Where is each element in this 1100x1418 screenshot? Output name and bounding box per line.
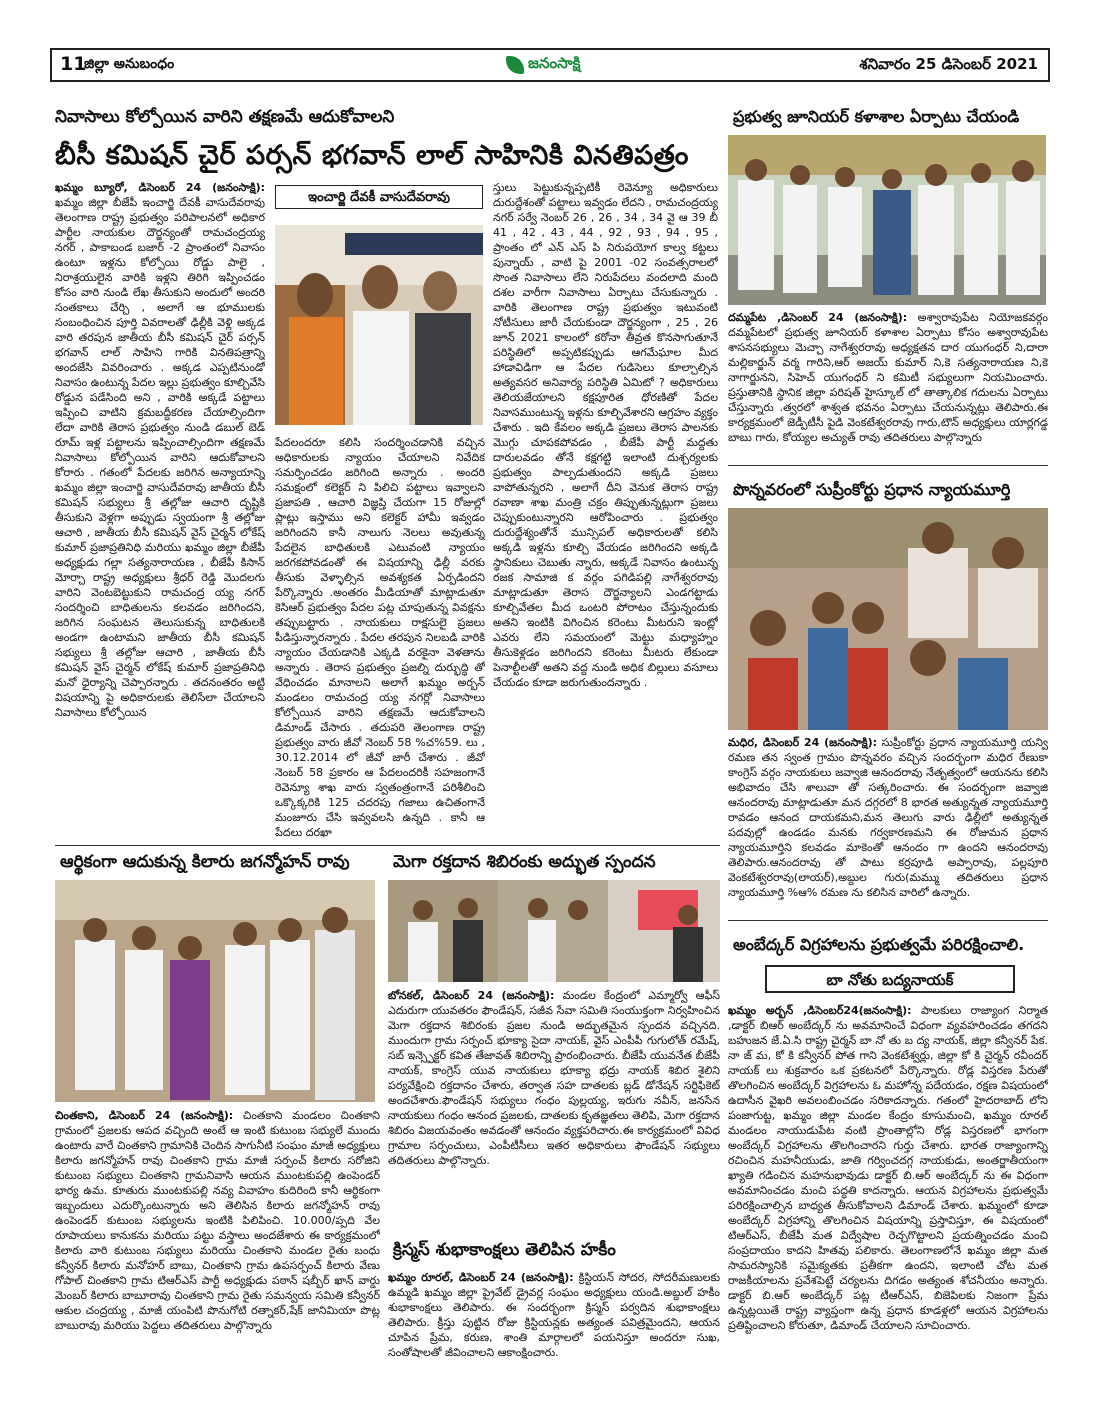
chief-justice-story	[728, 735, 1048, 915]
lead-kicker: నివాసాలు కోల్పోయిన వారిని తక్షణమే ఆదుకోవాలని	[55, 107, 395, 127]
ambedkar-name-box: బా నోతు బద్యనాయక్	[765, 965, 1015, 993]
lead-photo-caption-box: ఇంచార్జి దేవకీ వాసుదేవరావు	[275, 185, 483, 209]
photo-officials-image	[275, 225, 483, 425]
lead-column-3: స్తులు పెట్టుకున్నప్పటికీ రెవెన్యూ అధికారులు దురుద్దేశంతో పట్టాలు ఇవ్వడం లేదని , రామచంద్రయ్య నగర్ సర్వే నెంబర్ 26 , 26 , 34 , 34 వై ఆ 39 బీ 41 , 42 , 43 , 44 , 92 , 93 , 94 , 95 , ప్రాంతం లో ఎన్ ఎస్ పి నిరుపయోగ కాల్వ కట్టలు పున్నాయ్ , వాటి పై 2001 -02 సంవత్సరాలలో సొంత నివాసాలు లేని నిరుపేదలు వందలాది మంది దశల వారీగా నివాసాలు ఏర్పాటు చేసుకున్నారు . వారికి తెలంగాణ రాష్ట్ర ప్రభుత్వం ఇటువంటి నోటీసులు జారీ చేయకుండా దౌర్జన్యంగా , 25 , 26 జూన్ 2021 కాలంలో కరోనా తీవ్రత కొనసాగుతూనే పరిస్థితిలో అప్పటికప్పుడు ఆగమేఘాల మీద హాడావిడిగా ఆ పేదల గుడిసెలు కూల్చాల్సిన అత్యవసర అనివార్య పరిస్థితి ఏమిటో ? అధికారులు తెలియజేయాలని కక్షపూరిత ధోరణితో పేదల నివాసముంటున్న ఇళ్లను కూల్చివేశారని ఆగ్రహం వ్యక్తం చేశారు . ఇది కేవలం అక్కడి ప్రజలు తెరాస పాలనకు మొగ్గు చూపకపోవడం , బీజేపీ పార్టీ మద్దతు దారులవడం తోనే కక్షగట్టి ఇలాంటి దుశ్చర్యలకు ప్రభుత్వం పాల్పడుతుందని అక్కడి ప్రజలు వాపోతున్నరని , అలాగే దీని వెనుక తెరాస రాష్ట్ర రవాణా శాఖ మంత్రి చక్రం తిప్పుతున్నట్లుగా ప్రజలు చెప్పుకుంటున్నారని ఆరోపించారు . ప్రభుత్వం దురుద్దేశ్యంతోనే మున్సిపల్ అధికారులతో కలిసి అక్కడి ఇళ్లను కూల్చి వేయడం జరిగిందని అక్కడి స్థానికులు చెబుతు న్నారు, అక్కడే నివాసం ఉంటున్న రజక సామాజి క వర్గం పగిడిపల్లి నాగేశ్వరరావు మాట్లాడుతూ తెరాస దౌర్జన్యాలని ఎండగట్టాడు కూల్చివేతల మీద ఒంటరి పోరాటం చేస్తున్నందుకు అతని ఇంటికి విగించిన కరెంటు మీటరుని ఇంట్లో ఎవరు లేని సమయంలో మెట్టు మధ్యాహ్నం తీసుకెళ్లడం జరిగిందని కరెంటు మీటరు లేకుండా పెనాల్టీలతో అతని వద్ద నుండి అధిక బిల్లులు వసూలు చేయడం కూడా జరుగుతుందన్నారు .	[493, 181, 718, 689]
blood-camp-headline: మెగా రక్తదాన శిబిరంకు అద్భుత స్పందన	[393, 852, 656, 872]
leaf-icon	[506, 56, 524, 74]
kiloru-story	[55, 1108, 380, 1413]
kiloru-headline: ఆర్థికంగా ఆదుకున్న కిలారు జగన్మోహన్ రావు	[60, 852, 350, 872]
college-dateline: దమ్మపేట ,డిసెంబర్ 24 (జనంసాక్షి):	[728, 311, 908, 324]
christmas-body: క్రిస్టియన్ సోదర, సోదరీమణులకు ఉమ్మడి ఖమ్మం జిల్లా ప్రైవేట్ డ్రైవర్ల సంఘం అధ్యక్షులు యండి.అబ్దుల్ హకీం శుభాకాంక్షలు తెలిపారు. ఈ సందర్భంగా క్రిస్మస్ పర్వదిన శుభాకాంక్షలు తెలిపారు. క్రీస్తు పుట్టిన రోజు క్రిస్టియన్లకు అత్యంత పవిత్రమైందని, ఆయన చూపిన ప్రేమ, కరుణ, శాంతి మార్గాలలో పయనిస్తూ అందరూ సుఖ, సంతోషాలతో జీవించాలని ఆకాంక్షించారు.	[388, 1271, 720, 1359]
blood-camp-story	[388, 988, 720, 1228]
chief-justice-body: సుప్రీంకోర్టు ప్రధాన న్యాయమూర్తి యన్వి రమణ తన స్వంత గ్రామం పొన్నవరం వచ్చిన సందర్భంగా మధిర రేణుకా కాంగ్రెస్ వర్గం నాయకులు జవ్వాజి ఆనందరావు నేతృత్వంలో ఆయనను కలిసి అభివాదం చేసి శాలువా తో సత్కరించారు. ఈ సందర్భంగా జవ్వాజి ఆనందరావు మాట్లాడుతూ మన దగ్గరలో 8 భారత అత్యున్నత న్యాయమూర్తి రావడం ఆనంద దాయకమని,మన తెలుగు వారు ఢిల్లీలో అత్యున్నత పదవుల్లో ఉండడం మనకు గర్వకారణమని ఈ రోజుమన ప్రధాన న్యాయమూర్తిని కలవడం మాకెంతో ఆనందం గా ఉందని ఆనందరావు తెలిపారు.ఆనందరావు తో పాటు కర్రపూడి అప్పారావు, పల్లపూరి వెంకటేశ్వరరావు(లాయర్),అబ్దుల గురు(మమ్ము తదితరులు ప్రధాన న్యాయమూర్తి %ఆ% రమణ ను కలిసిన వారిలో ఉన్నారు.	[728, 736, 1048, 899]
logo-text: జనంసాక్షి	[528, 54, 581, 72]
college-body: అశ్వారావుపేట నియోజకవర్గం దమ్మపేటలో ప్రభుత్వ జూనియర్ కళాశాల ఏర్పాటు కోసం అశ్వారావుపేట శాసనసభ్యులు మెచ్చా నాగేశ్వరరావు అధ్యక్షతన దార యుగంధర్ ని,దారా మల్లికార్జున్ వర్మ గారిని,ఆర్ అజయ్ కుమార్ ని,కె సత్యనారాయణ ని,కె నాగార్జునని, సిహెచ్ యుగంధర్ ని కమిటీ సభ్యులుగా నియమించారు. ప్రస్తుతానికి స్థానిక జిల్లా పరిషత్ హైస్కూల్ లో తాత్కాలిక గదులను ఏర్పాటు చేస్తున్నారు .త్వరలో శాశ్వత భవనం ఏర్పాటు చేయనున్నట్లు తెలిపారు.ఈ కార్యక్రమంలో జెడ్పీటీసీ పైడి వెంకటేశ్వరరావు గారు,టౌన్ అధ్యక్షులు యార్లగడ్డ బాబు గారు, కోయ్యల అచ్యుత్ రావు తదితరులు పాల్గొన్నారు	[728, 311, 1048, 444]
lead-dateline: ఖమ్మం బ్యూరో, డిసెంబర్ 24 (జనంసాక్షి):	[55, 181, 265, 194]
blood-camp-photo	[388, 880, 720, 982]
college-story	[728, 310, 1048, 460]
page-number: 11	[60, 53, 87, 75]
college-headline: ప్రభుత్వ జూనియర్ కళాశాల ఏర్పాటు చేయండి	[733, 107, 1020, 126]
newspaper-logo	[500, 52, 610, 78]
photo-crowd-image	[728, 508, 1048, 730]
divider	[55, 845, 720, 846]
college-photo	[728, 135, 1046, 305]
christmas-dateline: ఖమ్మం రూరల్, డిసెంబర్ 24 (జనంసాక్షి):	[388, 1271, 574, 1284]
lead-column-2: పేదలందరూ కలిసి సందర్శించడానికి వచ్చిన అధికారులకు న్యాయం చేయాలని నివేదిక సమర్పించడం జరిగింది అన్నారు . అందరి సమక్షంలో కలెక్టర్ ని పిలిచి పట్టాలు ఇవ్వాలని ప్రజాపతి , ఆచారి విజ్ఞప్తి చేయగా 15 రోజుల్లో ప్లాట్లు ఇస్తాము అని కలెక్టర్ హామీ ఇవ్వడం జరిగిందని కానీ నాలుగు నెలలు అవుతున్న పేదలైన బాధితులకి ఎటువంటి న్యాయం జరగకపోవడంతో ఈ విషయాన్ని ఢిల్లీ వరకు తీసుకు వెళ్ళాల్సిన అవశ్యకత ఏర్పడిందని పేర్కొన్నారు .అంతరం మీడియాతో మాట్లాడుతూ కెసిఆర్ ప్రభుత్వం పేదల పట్ల చూపుతున్న వివక్షను తప్పుబట్టారు . నాయకులు రాక్షసులై ప్రజలు పీడిస్తున్నారన్నారు . పేదల తరపున నిలబడి వారికి న్యాయం చేయడానికి ఎక్కడి వరకైనా వెళతాను అన్నారు . తెరాస ప్రభుత్వం ప్రజల్ని దుర్భుద్ధి తో వేధించడం మానాలని అలాగే ఖమ్మం అర్బన్ మండలం రామచంద్ర య్య నగర్లో నివాసాలు కోల్పోయిన వారిని తక్షణమే ఆదుకోవాలని డిమాండ్ చేసారు . తదుపరి తెలంగాణ రాష్ట్ర ప్రభుత్వం వారు జీవో నెంబర్ 58 %చ%59. లు , 30.12.2014 లో జీవో జారీ చేశారు . జీవో నెంబర్ 58 ప్రకారం ఆ పేదలందరికీ సహజంగానే రెవెన్యూ శాఖ వారు స్వతంత్రంగానే పరిశీలించి ఒక్కొక్కరికి 125 చదరపు గజాలు ఉచితంగానే మంజూరు చేసి ఇవ్వవలసి ఉన్నది . కానీ ఆ పేదలు దరఖా	[275, 436, 485, 839]
chief-justice-dateline: మధిర, డిసెంబర్ 24 (జనంసాక్షి):	[728, 736, 877, 749]
kiloru-body: చింతకాని మండలం చింతకాని గ్రామంలో ప్రజలకు ఆపద వచ్చింది అంటే ఆ ఇంటి కుటుంబ సభ్యులే ముందు ఉంటారు వారే చింతకాని గ్రామానికి చెందిన సాగునీటి సంఘం మాజీ అధ్యక్షులు కిలారు జగన్మోహన్ రావు చింతకాని గ్రామ మాజీ సర్పంచ్ కిలారు సరోజిని కుటుంబ సభ్యులు చింతకాని గ్రామనివాసి ఆయన ముంటకుపల్లి ఉంపెండర్ భార్య ఉమ. కూతురు ముంటకుపల్లి నవ్య వివాహం కుదిరింది కానీ ఆర్థికంగా ఇబ్బందులు ఎదుర్కొంటున్నారు అని తెలిసిన కిలారు జగన్మోహన్ రావు ఉంపెండర్ కుటుంబ సభ్యులను ఇంటికి పిలిపించి. 10.000/ప్పది వేల రూపాయలు కానుకను మరియు పట్టు వస్త్రాలు అందజేశారు ఈ కార్యక్రమంలో కిలారు వారి కుటుంబ సభ్యులు మరియు చింతకాని మండల రైతు బంధు కన్వీనర్ కిలారు మనోహర్ బాబు, చింతకాని గ్రామ ఉపసర్పంచ్ కిలారు వేణు గోపాల్ చింతకాని గ్రామ టిఆర్ఎస్ పార్టీ అధ్యక్షుడు పఠాన్ షబ్బీర్ ఖాన్ వార్డు మెంబర్ కిలారు బాబూరావు చింతకాని గ్రామ రైతు సమన్వయ సమితి కన్వీనర్ ఆకుల చంద్రయ్య , మాజీ యంపిటి పొనుగోటి రత్నాకర్,షేక్ జానిమియా పొట్ల బాబురావు మరియు పెద్దలు తదితరులు పాల్గొన్నారు	[55, 1109, 380, 1332]
photo-family-handover-image	[55, 880, 375, 1102]
lead-body-1: ఖమ్మం జిల్లా బీజేపీ ఇంచార్జి దేవకీ వాసుదేవరావు తెలంగాణ రాష్ట్ర ప్రభుత్వం పరిపాలనలో అధికార పార్టీల నాయకుల దౌర్జన్యంతో రామచంద్రయ్య నగర్ , పాకాబండ బజార్ -2 ప్రాంతంలో నివాసం ఉంటూ ఇళ్లను కోల్పోయి రోడ్డు పాలై , నిరాశ్రయులైన వారికి ఇళ్లని తిరిగి ఇప్పించడం కోసం వారి నుండి లేఖ తీసుకుని అందులో అందరి సంతకాలు చేర్చి , అలాగే ఆ భూములకు సంబంధించిన పూర్తి వివరాలతో ఢిల్లీకి వెళ్లి అక్కడ వారి తరపున జాతీయ బీసీ కమిషన్ చైర్ పర్సన్ భగవాన్ లాల్ సాహిని గారికి వినతిపత్రాన్ని అందజేసి వివరించారు . అక్కడ ఎప్పటినుండో నివాసం ఉంటున్న పేదల ఇల్లు ప్రభుత్వం కూల్చివేసి రోడ్డున పడేసింది అని , వారికి అక్కడే పట్టాలు ఇప్పించి వాటిని క్రమబద్దీకరణ చేయాల్సిందిగా లేదా వారికి తెరాస ప్రభుత్వం నుండి డబుల్ బెడ్ రూమ్ ఇళ్ల పట్టాలను ఇప్పించాల్సిందిగా తక్షణమే నివాసాలు కోల్పోయిన వారిని ఆదుకోవాలని కోరారు . గతంలో పేదలకు జరిగిన అన్యాయాన్ని ఖమ్మం జిల్లా ఇంచార్జి వాసుదేవరావు జాతీయ బీసీ కమిషన్ సభ్యులు శ్రీ తల్లోజు ఆచారి దృష్టికి తీసుకుని వెళ్లగా అప్పుడు స్వయంగా శ్రీ తల్లోజు ఆచారి , జాతీయ బీసీ కమిషన్ వైస్ చైర్మన్ లోకేష్ కుమార్ ప్రజాప్రతినిధి మరియు ఖమ్మం జిల్లా బీజేపీ అధ్యక్షుడు గల్లా సత్యనారాయణ , బీజేపీ కిసాన్ మోర్చా రాష్ట్ర అధ్యక్షులు శ్రీధర్ రెడ్డి మొదలగు వారిని వెంటబెట్టుకుని రామచంద్ర య్య నగర్ సందర్శించి బాధితులను కలవడం జరిగిందని, జరిగిన సంఘటన తెలుసుకున్న బాధితులకి అండగా ఉంటామని జాతీయ బీసీ కమిషన్ సభ్యులు శ్రీ తల్లోజు ఆచారి , జాతీయ బీసీ కమిషన్ వైస్ చైర్మన్ లోకేష్ కుమార్ ప్రజాప్రతినిధి మనో ధైర్యాన్ని చెప్పారన్నారు . తదనంతరం అట్టి విషయాన్ని పై అధికారులకు తెలిసేలా చేయాలని నివాసాలు కోల్పోయిన	[55, 196, 265, 719]
section-name: జిల్లా అనుబంధం	[84, 56, 175, 72]
chief-justice-headline: పొన్నవరంలో సుప్రీంకోర్టు ప్రధాన న్యాయమూర్తి	[733, 480, 1011, 499]
divider	[728, 920, 1048, 921]
christmas-story	[388, 1270, 720, 1405]
christmas-headline: క్రిస్మస్ శుభాకాంక్షలు తెలిపిన హకీం	[393, 1240, 616, 1260]
issue-date: శనివారం 25 డిసెంబర్ 2021	[859, 55, 1038, 73]
blood-camp-body: మండల కేంద్రంలో ఎమ్మార్వో ఆఫీస్ ఎదురుగా యువతరం ఫౌండేషన్, సజీవ సేవా సమితి సంయుక్తంగా నిర్వహించిన మెగా రక్తదాన శిబిరంకు ప్రజల నుండి అద్భుతమైన స్పందన వచ్చినది. ముందుగా గ్రామ సర్పంచ్ భూక్యా సైదా నాయక్, వైస్ ఎంపీపీ గుగులోత్ రమేష్, సబ్ ఇన్స్పెక్టర్ కవిత తేజావత్ శిబిరాన్ని ప్రారంభించారు. బీజేపీ యువనేత బీజేపీ నాయక్, కాంగ్రెస్ యువ నాయకులు భూక్యా భద్రు నాయక్ శిబిర శైలిని పర్యవేక్షించి రక్తదానం చేశారు, తర్వాత సహ దాతలకు బ్లడ్ డోనేషన్ సర్టిఫికెట్ అందచేశారు.ఫౌండేషన్ సభ్యులు గంధం పుల్లయ్య, ఇరుగు నవీన్, జనసేన నాయకులు గంధం ఆనంద ప్రజలకు, దాతలకు కృతజ్ఞతలు తెలిపి, మెగా రక్తదాన శిబిరం విజయవంతం అవడంతో ఆనందం వ్యక్తపరిచారు.ఈ కార్యక్రమంలో వివిధ గ్రామాల సర్పంచులు, ఎంపీటీసీలు ఇతర అధికారులు ఫౌండేషన్ సభ్యులు తదితరులు పాల్గొన్నారు.	[388, 989, 720, 1167]
lead-photo	[275, 225, 483, 425]
blood-camp-dateline: బోనకల్, డిసెంబర్ 24 (జనంసాక్షి):	[388, 989, 555, 1002]
lead-column-1	[55, 180, 265, 840]
masthead	[50, 48, 1050, 82]
kiloru-photo	[55, 880, 375, 1102]
ambedkar-headline: అంబేద్కర్ విగ్రహాలను ప్రభుత్వమే పరిరక్షించాలి.	[733, 935, 1025, 954]
ambedkar-story	[728, 1003, 1048, 1413]
photo-college-meeting-image	[728, 135, 1046, 305]
ambedkar-dateline: ఖమ్మం అర్బన్ ,డిసెంబర్24(జనంసాక్షి):	[728, 1004, 912, 1017]
lead-headline: బీసీ కమిషన్ చైర్ పర్సన్ భగవాన్ లాల్ సాహినికి వినతిపత్రం	[55, 140, 689, 171]
photo-blood-donation-image	[388, 880, 720, 982]
kiloru-dateline: చింతకాని, డిసెంబర్ 24 (జనంసాక్షి):	[55, 1109, 234, 1122]
ambedkar-body: పాలకులు రాజ్యాంగ నిర్మాత ,డాక్టర్ బిఆర్ అంబేద్కర్ ను అవమానించే విధంగా వ్యవహరించడం తగదని బహుజన జే.ఏ.సి రాష్ట్ర చైర్మన్ బా నో తు బ ద్య నాయక్, జిల్లా కన్వీనర్ పేక. నా జ్ మ, కో కి కన్వీనర్ పోత గాని వెంకటేశ్వర్లు, జిల్లా కో కి చైర్మన్ రవీందర్ నాయక్ లు శుక్రవారం ఒక ప్రకటనలో పేర్కొన్నారు. రోడ్ల విస్తరణ పేరుతో తొలగించిన అంబేద్కర్ విగ్రహాలను ఓ మహోన్న పదేయడం, రక్షణ విషయంలో ఉదాసీన వైఖరి అవలంబించడం సరికాదన్నారు. గతంలో హైదరాబాద్ లోని పంజాగుట్ట, ఖమ్మం జిల్లా మండల కేంద్రం కూసుమంచి, ఖమ్మం రూరల్ మండలం నాయుడుపేట వంటి ప్రాంతాల్లోని రోడ్ల విస్తరణలో భాగంగా అంబేద్కర్ విగ్రహాలను తొలగించారని గుర్తు చేశారు. భారత రాజ్యాంగాన్ని రచించిన మహనీయుడు, జాతి గర్వించదగ్గ నాయకుడు, అంతర్జాతీయంగా ఖ్యాతి గడించిన మహనుభావుడు డాక్టర్ బి.ఆర్ అంబేద్కర్ ను ఈ విధంగా అవమానించడం మంచి పద్ధతి కాదన్నారు. ఆయన విగ్రహాలను ప్రభుత్వమే పరిరక్షించాల్సిన బాధ్యత తీసుకోవాలని డిమాండ్ చేశారు. ఖమ్మంలో కూడా అంబేద్కర్ విగ్రహాన్ని తొలగించిన విషయాన్ని ప్రస్తావిస్తూ, ఈ విషయంలో టిఆర్ఎస్, బీజేపీ మత విద్వేషాల రెచ్చగొట్టాలని ప్రయత్నించడం మంచి సంప్రదాయం కాదని హితవు పలికారు. తెలంగాణలోనే ఖమ్మం జిల్లా మత సామరస్యానికి సమైక్యతకు ప్రతీకగా ఉందని, ఇలాంటి చోట మత రాజకీయాలను ప్రవేశపెట్టే చర్యలను దిగడం అత్యంత శోచనీయం అన్నారు. డాక్టర్ బి.ఆర్ అంబేద్కర్ పట్ల టీఆర్ఎస్, బిజెపిలకు నిజంగా ప్రేమ ఉన్నట్లయితే రాష్ట్ర వ్యాప్తంగా ఉన్న ప్రధాన కూడళ్లలో ఆయన విగ్రహాలను ప్రతిష్టించాలని కోరుతూ, డిమాండ్ చేయాలని సూచించారు.	[728, 1004, 1048, 1332]
chief-justice-photo	[728, 508, 1048, 730]
divider	[728, 465, 1048, 466]
